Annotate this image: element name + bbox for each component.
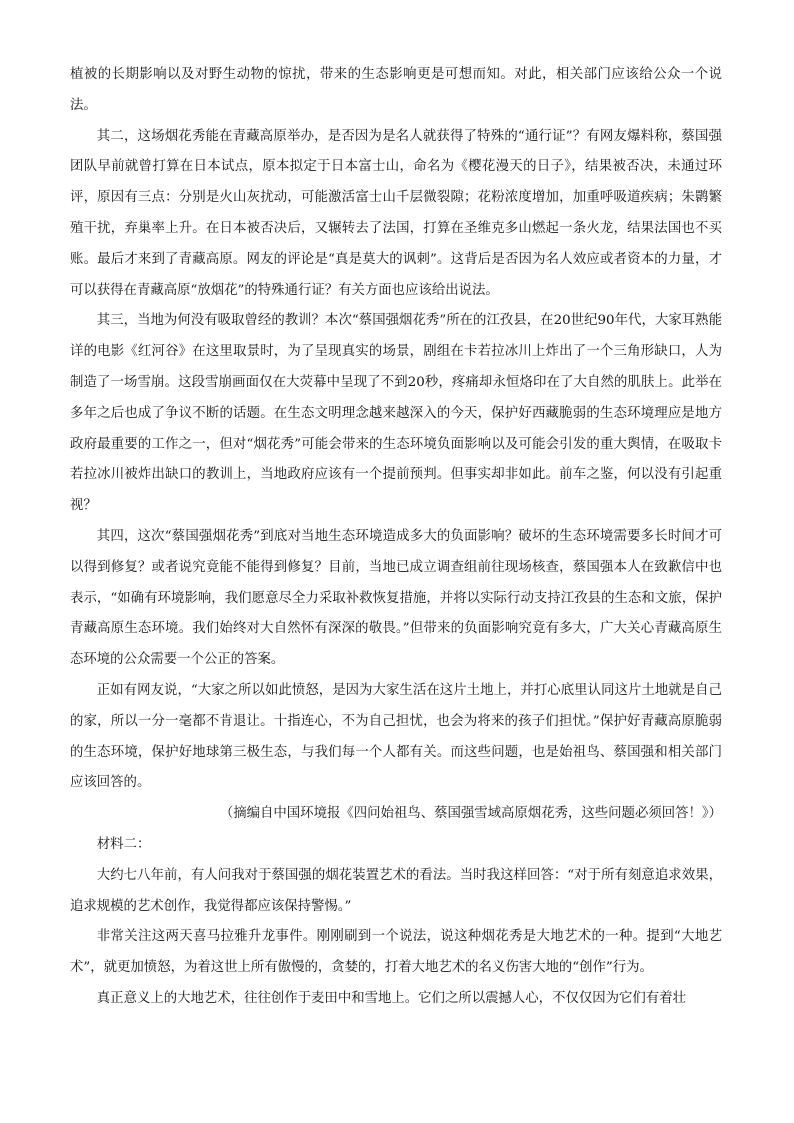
paragraph-conclusion: 正如有网友说，“大家之所以如此愤怒，是因为大家生活在这片土地上，并打心底里认同这片土地就是自己的家，所以一分一毫都不肯退让。十指连心，不为自己担忧，也会为将来的孩子们担忧。”保护好青藏高原脆弱的生态环境，保护好地球第三极生态，与我们每一个人都有关。而这些问题，也是始祖鸟、蔡国强和相关部门应该回答的。	[70, 682, 722, 791]
paragraph-continuation: 植被的长期影响以及对野生动物的惊扰，带来的生态影响更是可想而知。对此，相关部门应该给公众一个说法。	[70, 67, 722, 113]
paragraph-point-two: 其二，这场烟花秀能在青藏高原举办，是否因为是名人就获得了特殊的“通行证”？有网友爆料称，蔡国强团队早前就曾打算在日本试点，原本拟定于日本富士山，命名为《樱花漫天的日子》，结果被否决，未通过环评，原因有三点：分别是火山灰扰动，可能激活富士山千层微裂隙；花粉浓度增加，加重呼吸道疾病；朱鹮繁殖干扰，弃巢率上升。在日本被否决后，又辗转去了法国，打算在圣维克多山燃起一条火龙，结果法国也不买账。最后才来到了青藏高原。网友的评论是“真是莫大的讽刺”。这背后是否因为名人效应或者资本的力量，才可以获得在青藏高原“放烟花”的特殊通行证？有关方面也应该给出说法。	[70, 128, 722, 298]
material-two-paragraph: 非常关注这两天喜马拉雅升龙事件。刚刚刷到一个说法，说这种烟花秀是大地艺术的一种。提到“大地艺术”，就更加愤怒，为着这世上所有傲慢的，贪婪的，打着大地艺术的名义伤害大地的“创作”行为。	[70, 929, 722, 976]
article-body	[70, 60, 722, 1015]
material-two-paragraph: 真正意义上的大地艺术，往往创作于麦田中和雪地上。它们之所以震撼人心，不仅仅因为它们有着壮	[96, 990, 686, 1006]
material-two-label: 材料二：	[96, 836, 151, 852]
material-two-paragraph: 大约七八年前，有人问我对于蔡国强的烟花装置艺术的看法。当时我这样回答：“对于所有刻意追求效果，追求规模的艺术创作，我觉得都应该保持警惕。”	[70, 867, 722, 914]
paragraph-point-four: 其四，这次“蔡国强烟花秀”到底对当地生态环境造成多大的负面影响？破坏的生态环境需要多长时间才可以得到修复？或者说究竟能不能得到修复？目前，当地已成立调查组前往现场核查，蔡国强本人在致歉信中也表示，“如确有环境影响，我们愿意尽全力采取补救恢复措施，并将以实际行动支持江孜县的生态和文旅，保护青藏高原生态环境。我们始终对大自然怀有深深的敬畏。”但带来的负面影响究竟有多大，广大关心青藏高原生态环境的公众需要一个公正的答案。	[70, 528, 722, 668]
paragraph-point-three: 其三，当地为何没有吸取曾经的教训？本次“蔡国强烟花秀”所在的江孜县，在20世纪90年代，大家耳熟能详的电影《红河谷》在这里取景时，为了呈现真实的场景，剧组在卡若拉冰川上炸出了一个三角形缺口，人为制造了一场雪崩。这段雪崩画面仅在大荧幕中呈现了不到20秒，疼痛却永恒烙印在了大自然的肌肤上。此举在多年之后也成了争议不断的话题。在生态文明理念越来越深入的今天，保护好西藏脆弱的生态环境理应是地方政府最重要的工作之一，但对“烟花秀”可能会带来的生态环境负面影响以及可能会引发的重大舆情，在吸取卡若拉冰川被炸出缺口的教训上，当地政府应该有一个提前预判。但事实却非如此。前车之鉴，何以没有引起重视？	[70, 313, 722, 514]
source-citation: （摘编自中国环境报《四问始祖鸟、蔡国强雪域高原烟花秀，这些问题必须回答！》）	[219, 806, 722, 822]
